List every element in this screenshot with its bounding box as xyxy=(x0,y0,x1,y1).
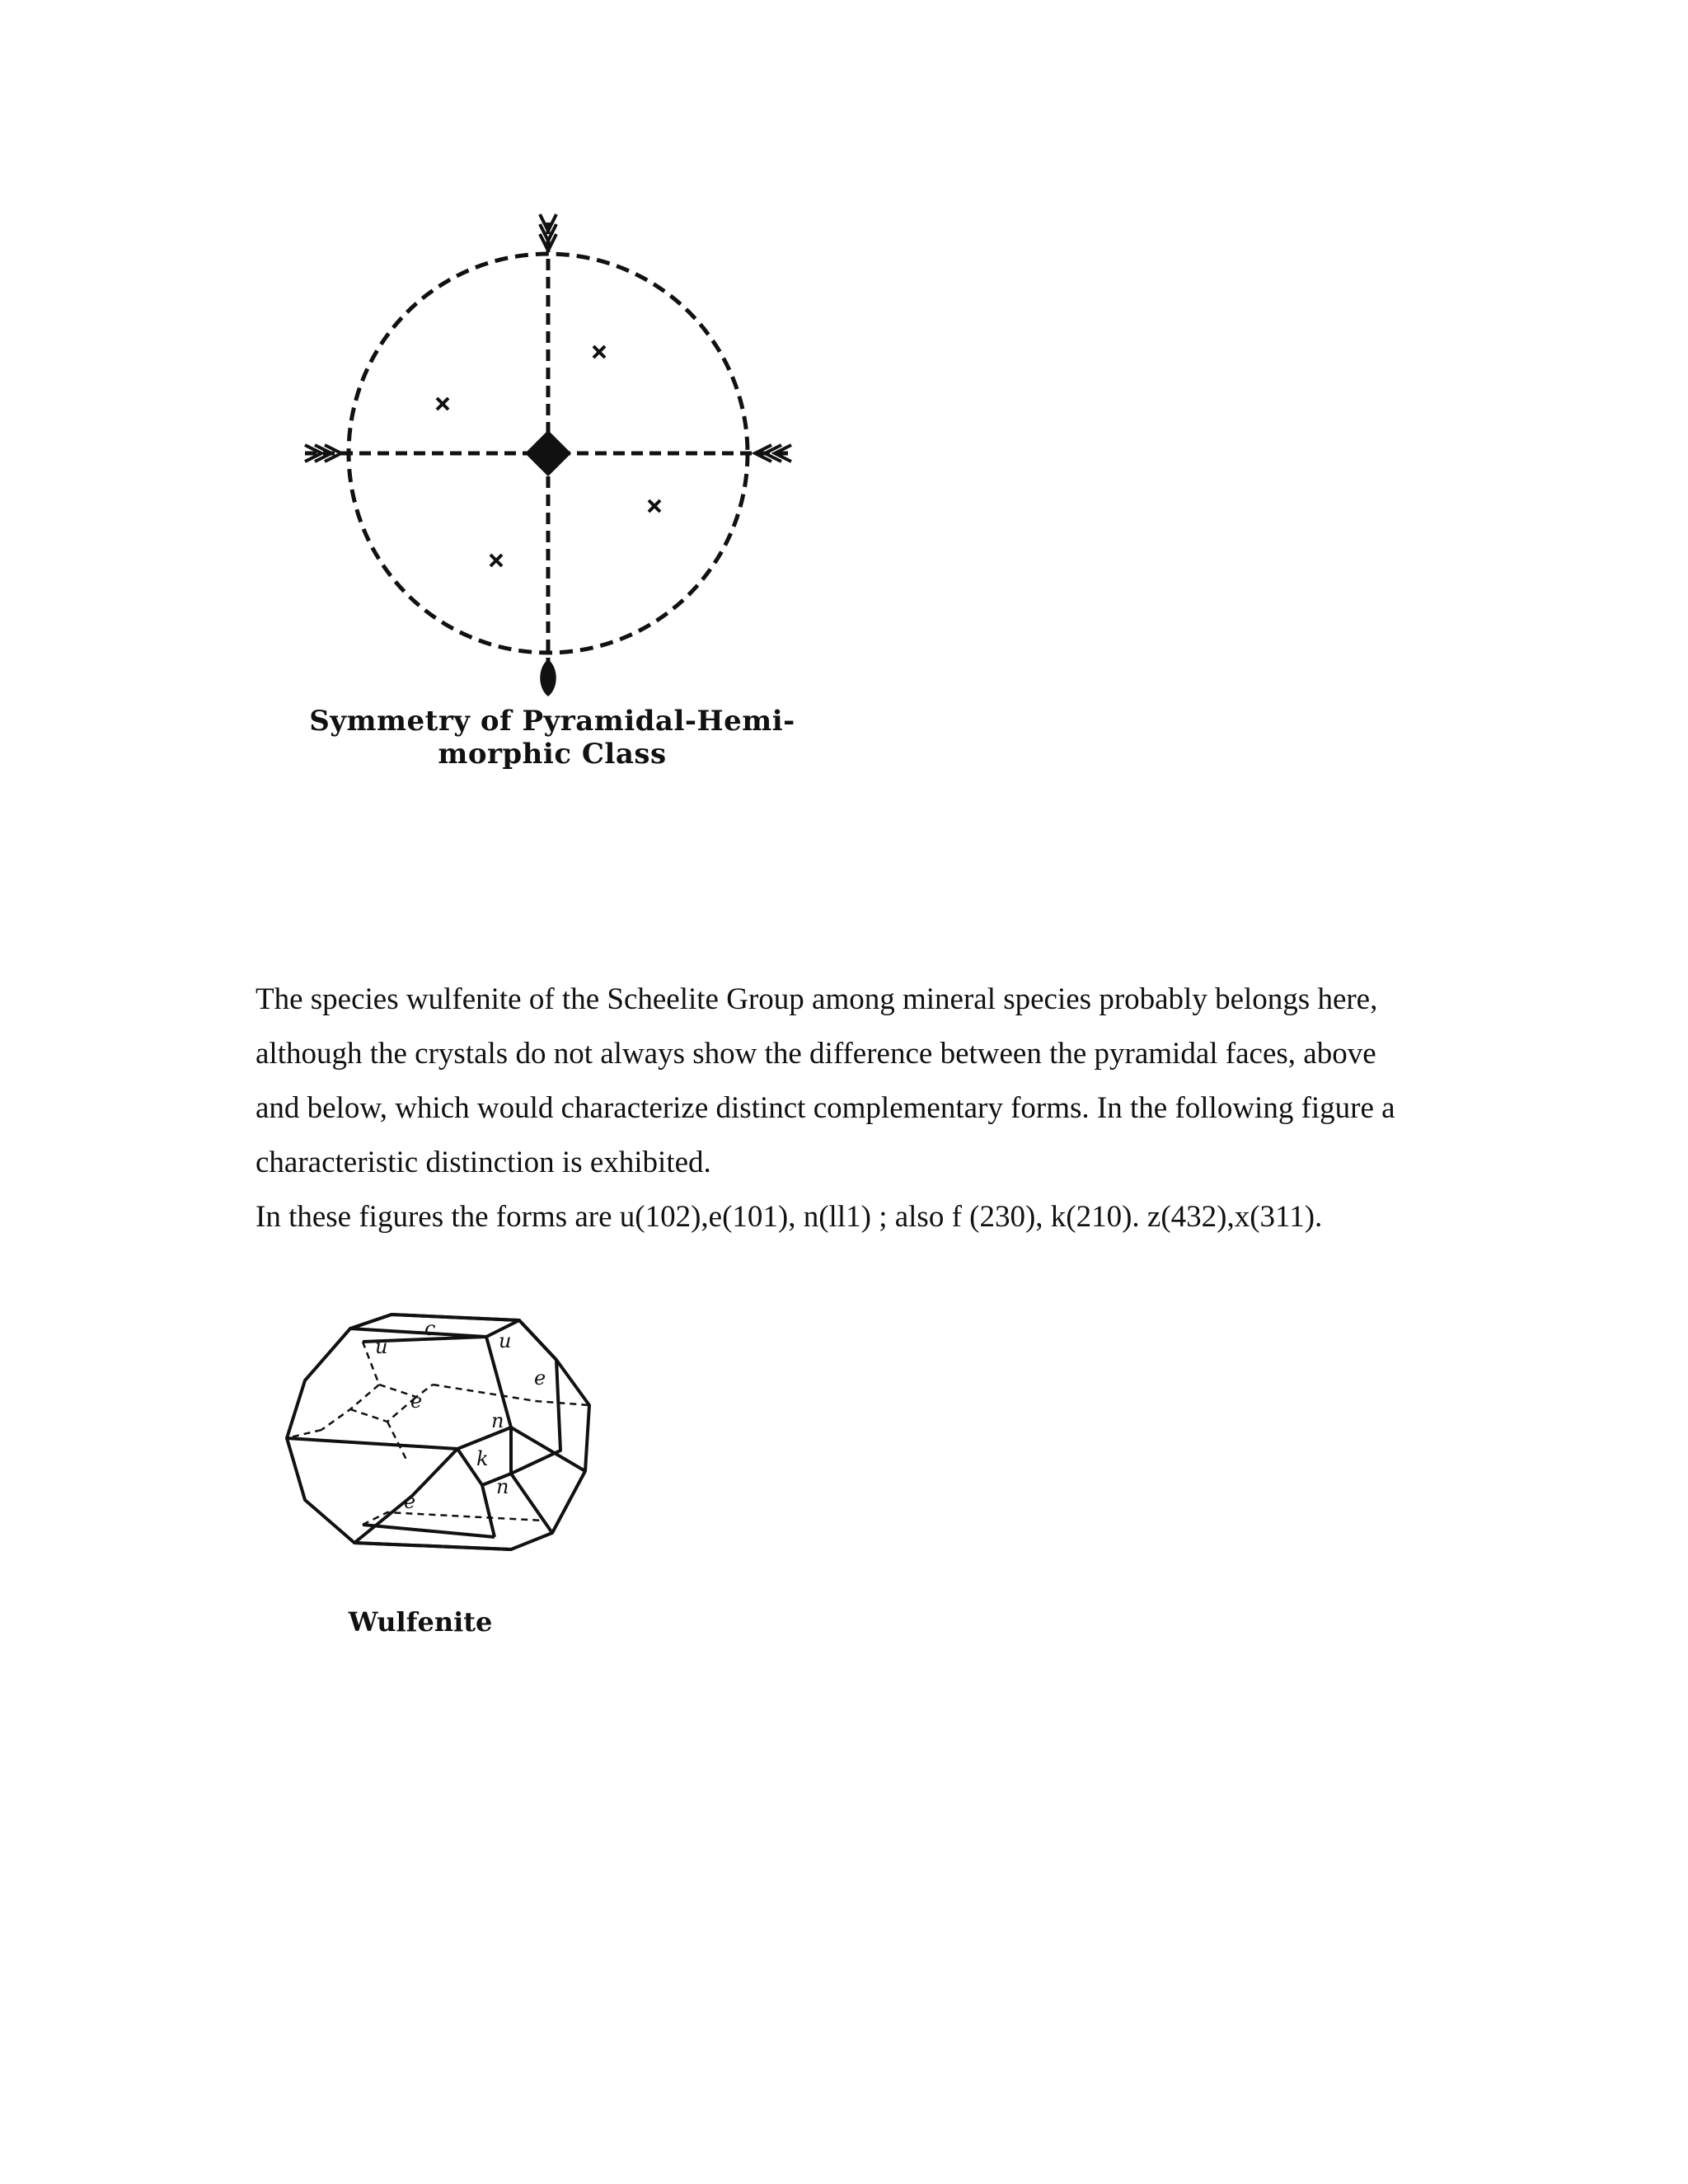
face-label-u-2: u xyxy=(499,1329,512,1352)
face-label-u-1: u xyxy=(375,1335,388,1358)
paragraph-2: In these figures the forms are u(102),e(101), n(ll1) ; also f (230), k(210). z(432),x(311). xyxy=(256,1200,1323,1234)
face-label-k: k xyxy=(476,1447,489,1470)
face-label-c: c xyxy=(424,1317,436,1340)
face-label-e-1: e xyxy=(534,1366,546,1390)
bottom-arrow-icon xyxy=(540,659,556,696)
paragraph-1: The species wulfenite of the Scheelite Group among mineral species probably belongs here, although the crystals do not always show the difference between the pyramidal faces, above and below, which would characterize distinct complementary forms. In the following figure a characteristic distinction is exhibited. xyxy=(256,982,1395,1179)
face-label-n-2: n xyxy=(496,1475,509,1498)
crystal-outline xyxy=(287,1315,589,1549)
wulfenite-crystal-drawing xyxy=(272,1286,618,1582)
symmetry-caption-line1: Symmetry of Pyramidal-Hemi- xyxy=(309,705,795,738)
body-text xyxy=(256,972,1426,1244)
wulfenite-caption: Wulfenite xyxy=(348,1606,493,1638)
bottom-edges xyxy=(354,1525,511,1549)
girdle-edge xyxy=(287,1427,585,1471)
symmetry-caption-line2: morphic Class xyxy=(438,738,667,771)
face-label-e-2: e xyxy=(410,1390,423,1413)
face-label-e-3: e xyxy=(404,1490,416,1513)
face-label-n-1: n xyxy=(491,1409,504,1432)
symmetry-stereogram xyxy=(280,198,816,709)
central-tetrad-icon xyxy=(525,430,571,476)
symmetry-caption xyxy=(297,705,808,771)
